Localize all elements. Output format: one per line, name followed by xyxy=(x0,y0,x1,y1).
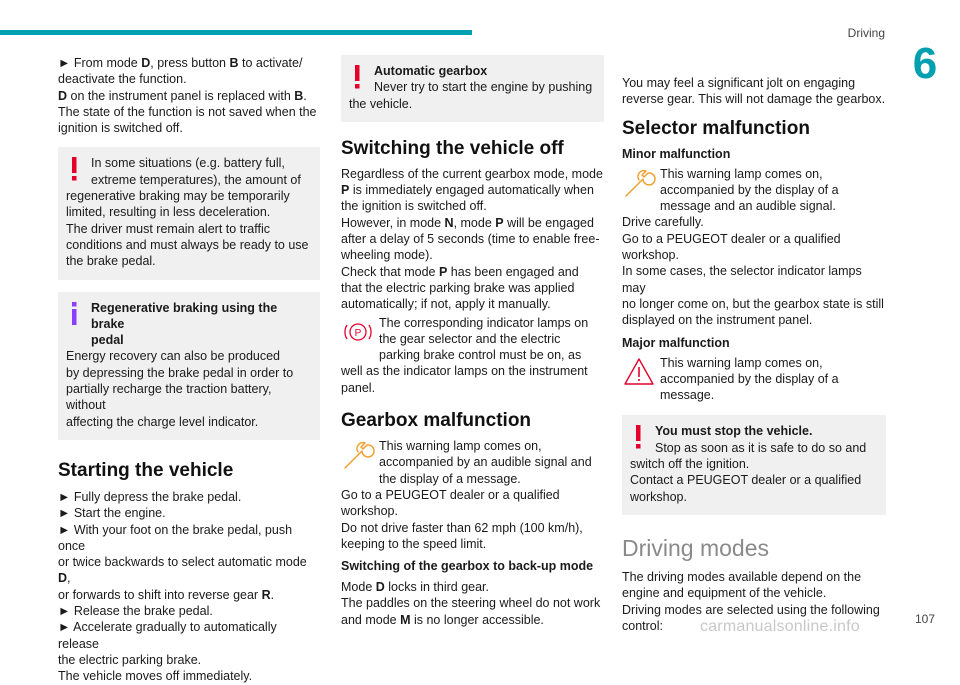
heading-switching-off: Switching the vehicle off xyxy=(341,137,564,159)
parking-brake-text: The corresponding indicator lamps on the gear selector and the electric parking brake control must be on, as well as the indicator lamps on the instrument panel. xyxy=(341,315,589,395)
warning-box xyxy=(341,55,604,122)
info-title: pedal xyxy=(91,333,124,348)
text-line: ► Accelerate gradually to automatically release xyxy=(58,620,277,651)
text-line: ► Release the brake pedal. xyxy=(58,604,213,619)
major-warning-note xyxy=(622,355,886,404)
wrench-warning-icon xyxy=(341,439,375,471)
warning-text: limited, resulting in less deceleration. xyxy=(66,205,271,220)
warning-exclamation-icon xyxy=(350,64,364,90)
text-line: workshop. xyxy=(622,248,679,263)
watermark: carmanualsonline.info xyxy=(700,618,860,635)
text-line: deactivate the function. xyxy=(58,72,187,87)
major-warning-text: This warning lamp comes on, accompanied by the display of a message. xyxy=(660,355,839,403)
text-line: Do not drive faster than 62 mph (100 km/h), xyxy=(341,520,583,535)
warning-text: regenerative braking may be temporarily xyxy=(66,189,290,204)
warning-text: Stop as soon as it is safe to do so and xyxy=(655,440,867,455)
subheading-major-malfunction: Major malfunction xyxy=(622,335,730,350)
text-line: wheeling mode). xyxy=(341,248,433,263)
triangle-warning-icon xyxy=(622,356,656,388)
info-text: affecting the charge level indicator. xyxy=(66,414,259,429)
text-line: ► From mode D, press button B to activate/ xyxy=(58,56,303,70)
text-line: Check that mode P has been engaged and xyxy=(341,264,579,279)
text-line: However, in mode N, mode P will be engaged xyxy=(341,215,594,230)
text-line: Mode D locks in third gear. xyxy=(341,580,489,595)
chapter-number: 6 xyxy=(912,39,938,88)
text-line: D on the instrument panel is replaced with B. xyxy=(58,88,307,103)
warning-exclamation-icon xyxy=(631,424,645,450)
text-line: the electric parking brake. xyxy=(58,652,202,667)
column-3 xyxy=(622,75,886,634)
warning-text: The driver must remain alert to traffic xyxy=(66,221,271,236)
text-line: ► Fully depress the brake pedal. xyxy=(58,489,242,504)
text-line: Go to a PEUGEOT dealer or a qualified xyxy=(341,487,560,502)
text-line: after a delay of 5 seconds (time to enable free- xyxy=(341,232,600,247)
text-line: ignition is switched off. xyxy=(58,121,183,136)
warning-text: In some situations (e.g. battery full, xyxy=(91,156,285,171)
text-line: the ignition is switched off. xyxy=(341,199,487,214)
text-line: displayed on the instrument panel. xyxy=(622,313,813,328)
text-line: keeping to the speed limit. xyxy=(341,536,487,551)
warning-title: Automatic gearbox xyxy=(374,64,488,78)
warning-text: switch off the ignition. xyxy=(630,457,750,472)
svg-text:P: P xyxy=(354,327,362,339)
text-line: ► Start the engine. xyxy=(58,506,166,521)
text-line: The state of the function is not saved when the xyxy=(58,104,317,119)
text-line: workshop. xyxy=(341,504,398,519)
info-text: by depressing the brake pedal in order to xyxy=(66,365,294,380)
wrench-warning-icon xyxy=(622,167,656,199)
text-line: The paddles on the steering wheel do not work xyxy=(341,596,601,611)
gearbox-warning-note xyxy=(341,438,604,487)
text-line: or twice backwards to select automatic mode D, xyxy=(58,555,307,586)
warning-box xyxy=(58,147,320,279)
text-line: You may feel a significant jolt on engaging xyxy=(622,76,856,90)
header-accent-bar xyxy=(0,30,472,35)
gearbox-warning-text: This warning lamp comes on, accompanied by an audible signal and the display of a message. xyxy=(379,439,592,486)
subheading-minor-malfunction: Minor malfunction xyxy=(622,146,731,161)
warning-text: workshop. xyxy=(630,489,687,504)
text-line: engine and equipment of the vehicle. xyxy=(622,586,827,601)
heading-starting-vehicle: Starting the vehicle xyxy=(58,459,234,481)
warning-box xyxy=(622,415,886,514)
text-line: that the electric parking brake was applied xyxy=(341,280,575,295)
minor-warning-text: This warning lamp comes on, accompanied by the display of a message and an audible signal. xyxy=(660,166,839,214)
info-text: partially recharge the traction battery, without xyxy=(66,382,272,413)
text-line: reverse gear. This will not damage the gearbox. xyxy=(622,92,886,107)
heading-selector-malfunction: Selector malfunction xyxy=(622,117,810,139)
warning-text: Never try to start the engine by pushing xyxy=(374,80,593,95)
section-title: Driving xyxy=(847,26,885,40)
text-line: and mode M is no longer accessible. xyxy=(341,612,544,627)
text-line: P is immediately engaged automatically when xyxy=(341,183,594,198)
heading-gearbox-malfunction: Gearbox malfunction xyxy=(341,410,532,432)
text-line: In some cases, the selector indicator lamps may xyxy=(622,264,862,295)
subheading-backup-mode: Switching of the gearbox to back-up mode xyxy=(341,559,594,574)
text-line: Drive carefully. xyxy=(622,215,704,230)
warning-exclamation-icon xyxy=(67,156,81,182)
info-box xyxy=(58,292,320,440)
text-line: control: xyxy=(622,618,663,633)
minor-warning-note xyxy=(622,166,886,215)
warning-text: extreme temperatures), the amount of xyxy=(91,172,301,187)
text-line: Go to a PEUGEOT dealer or a qualified xyxy=(622,231,841,246)
warning-text: conditions and must always be ready to use xyxy=(66,237,309,252)
text-line: Driving modes are selected using the following xyxy=(622,602,880,617)
column-2 xyxy=(341,55,604,628)
warning-text: the brake pedal. xyxy=(66,254,156,269)
text-line: The driving modes available depend on the xyxy=(622,569,862,584)
warning-text: Contact a PEUGEOT dealer or a qualified xyxy=(630,473,862,488)
text-line: ► With your foot on the brake pedal, push once xyxy=(58,522,293,553)
text-line: no longer come on, but the gearbox state is still xyxy=(622,296,884,311)
text-line: automatically; if not, apply it manually. xyxy=(341,297,551,312)
text-line: Regardless of the current gearbox mode, mode xyxy=(341,166,603,181)
text-line: or forwards to shift into reverse gear R. xyxy=(58,587,275,602)
parking-brake-icon xyxy=(341,316,375,348)
heading-driving-modes: Driving modes xyxy=(622,534,769,561)
warning-text: the vehicle. xyxy=(349,96,413,111)
warning-title: You must stop the vehicle. xyxy=(655,424,813,439)
page-number: 107 xyxy=(914,612,935,626)
parking-brake-note xyxy=(341,315,604,396)
info-title: Regenerative braking using the brake xyxy=(91,300,278,331)
column-1 xyxy=(58,55,320,685)
info-text: Energy recovery can also be produced xyxy=(66,349,281,364)
text-line: The vehicle moves off immediately. xyxy=(58,669,253,684)
info-icon xyxy=(67,301,81,327)
